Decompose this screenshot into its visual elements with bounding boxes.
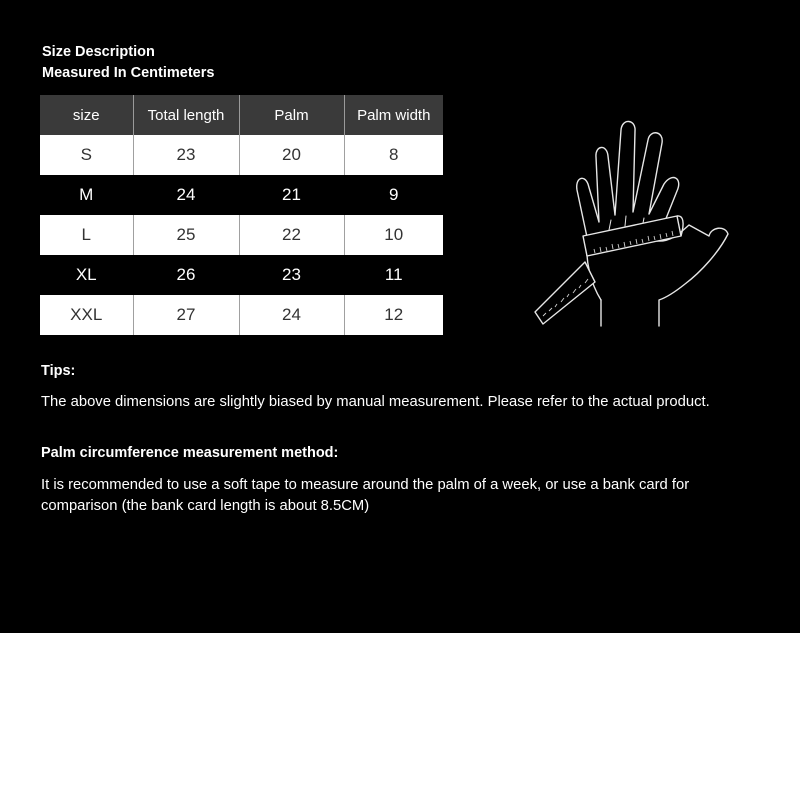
table-row	[40, 135, 443, 175]
cell-palm-width: 8	[344, 135, 443, 175]
table-header-row	[40, 95, 443, 135]
page-title	[42, 42, 214, 84]
cell-total-length: 26	[133, 255, 239, 295]
cell-size: XL	[40, 255, 133, 295]
cell-size: L	[40, 215, 133, 255]
table-row	[40, 255, 443, 295]
cell-size: XXL	[40, 295, 133, 335]
tips-text: The above dimensions are slightly biased by manual measurement. Please refer to the actual product.	[41, 394, 710, 410]
table-row	[40, 295, 443, 335]
cell-palm-width: 10	[344, 215, 443, 255]
cell-palm: 21	[239, 175, 344, 215]
cell-palm: 22	[239, 215, 344, 255]
column-header-total-length: Total length	[133, 95, 239, 135]
title-line-2: Measured In Centimeters	[42, 65, 215, 81]
cell-palm-width: 9	[344, 175, 443, 215]
cell-total-length: 24	[133, 175, 239, 215]
cell-total-length: 27	[133, 295, 239, 335]
column-header-size: size	[40, 95, 133, 135]
cell-palm: 20	[239, 135, 344, 175]
column-header-palm: Palm	[239, 95, 344, 135]
table-row	[40, 215, 443, 255]
cell-total-length: 23	[133, 135, 239, 175]
cell-size: S	[40, 135, 133, 175]
title-line-1: Size Description	[42, 44, 155, 60]
column-header-palm-width: Palm width	[344, 95, 443, 135]
cell-total-length: 25	[133, 215, 239, 255]
table-row	[40, 175, 443, 215]
size-table	[40, 95, 443, 335]
cell-palm-width: 12	[344, 295, 443, 335]
measurement-method-text: It is recommended to use a soft tape to measure around the palm of a week, or use a bank card for comparison (the bank card length is about 8.5CM)	[41, 477, 690, 514]
cell-palm: 24	[239, 295, 344, 335]
cell-size: M	[40, 175, 133, 215]
cell-palm-width: 11	[344, 255, 443, 295]
tips-heading: Tips:	[41, 363, 76, 379]
cell-palm: 23	[239, 255, 344, 295]
hand-measuring-tape-icon	[525, 112, 740, 340]
measurement-method-heading: Palm circumference measurement method:	[41, 445, 339, 461]
